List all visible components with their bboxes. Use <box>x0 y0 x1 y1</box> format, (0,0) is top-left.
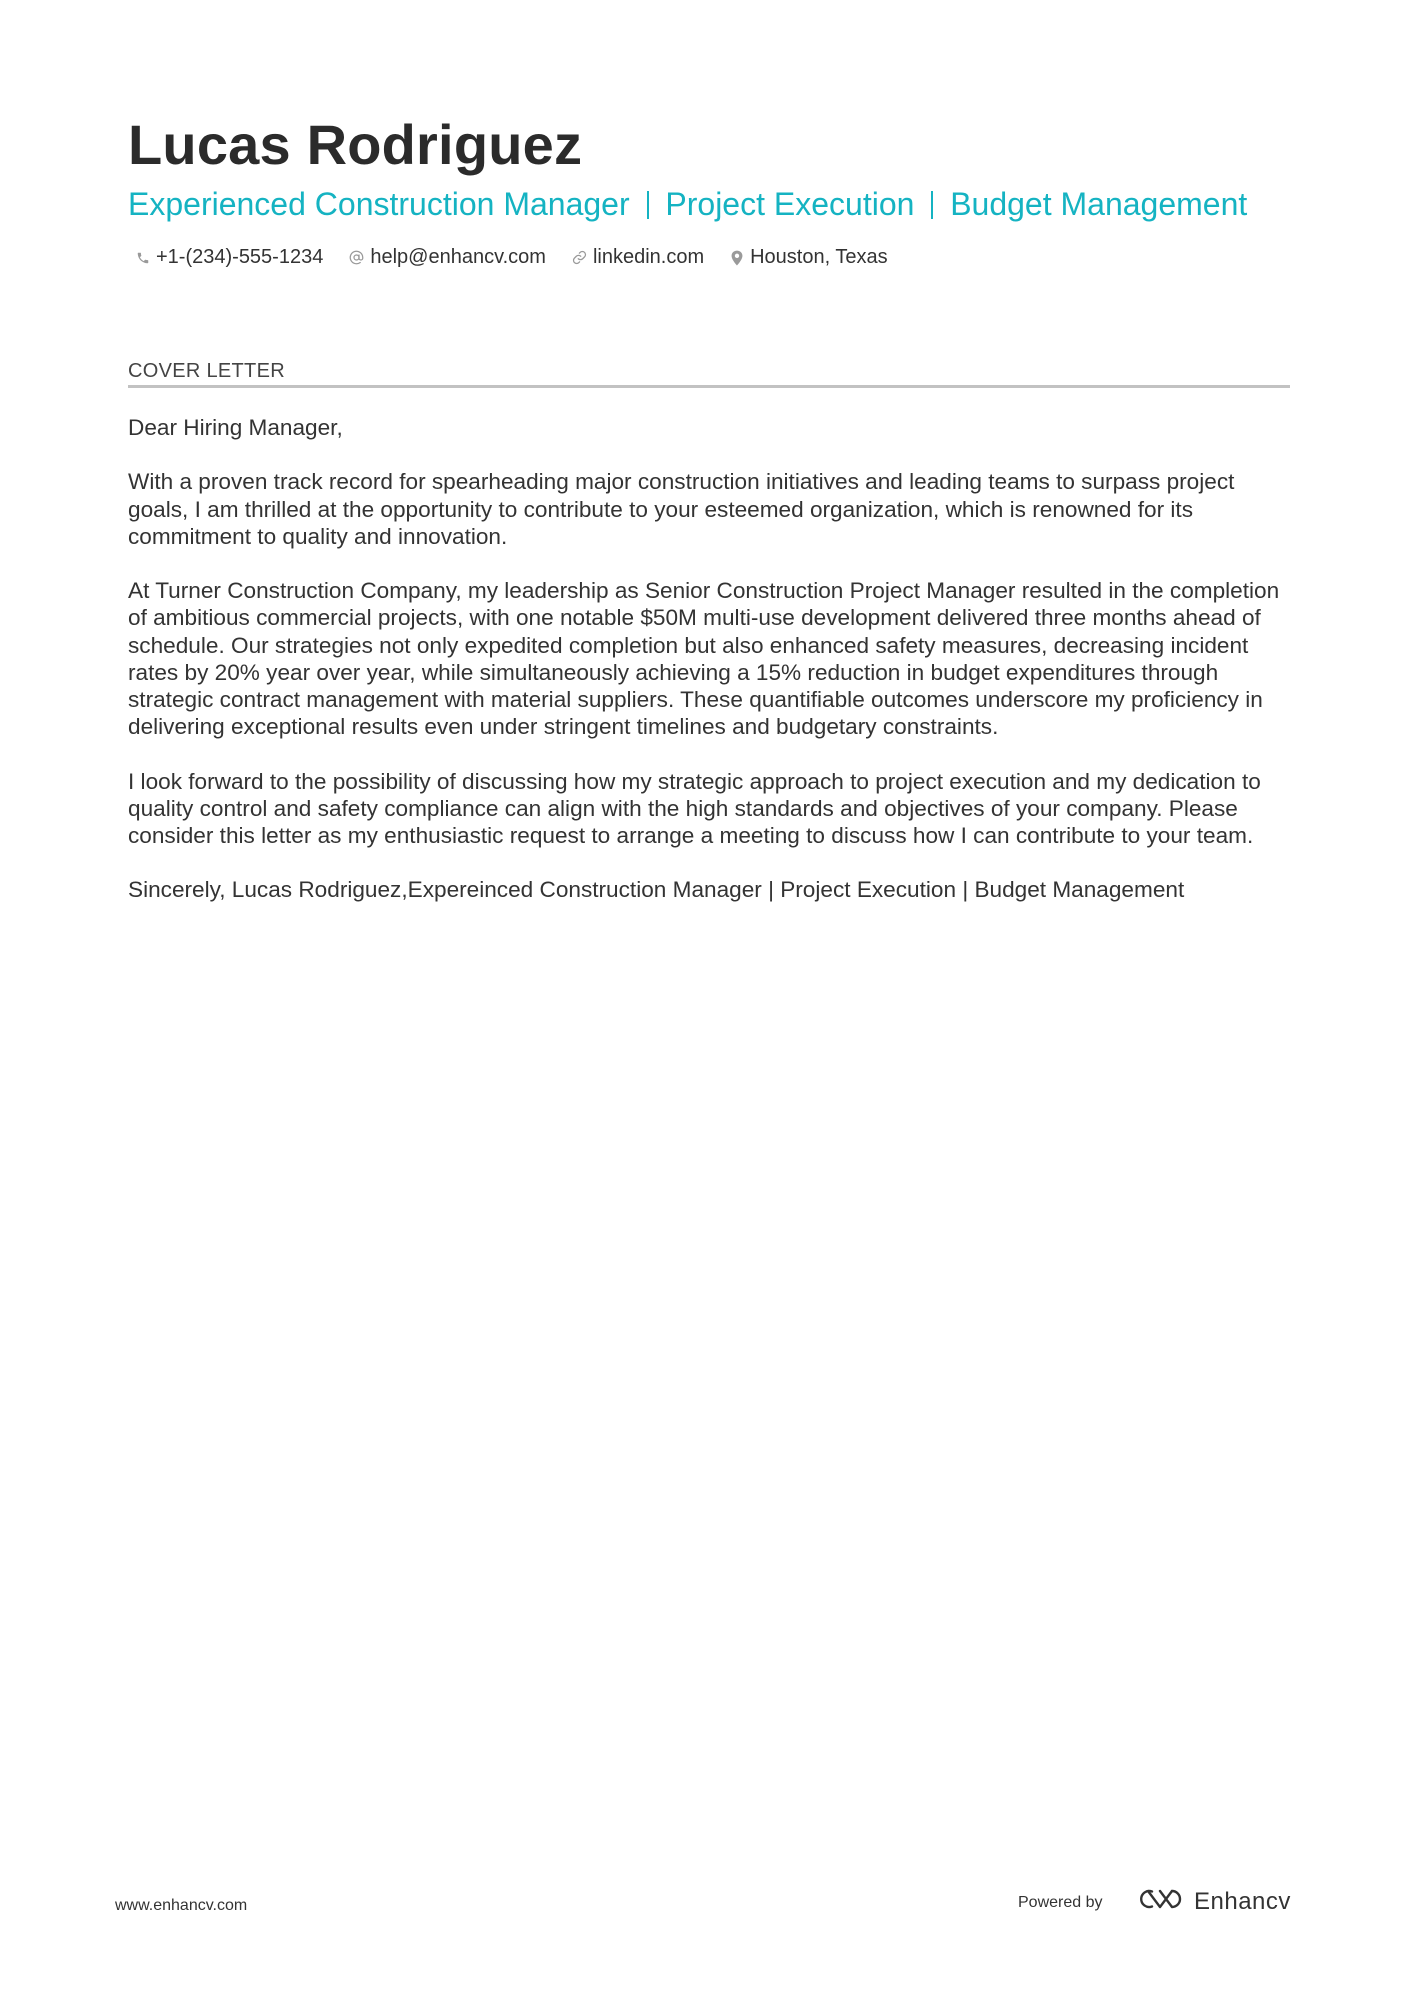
headline-separator <box>931 191 933 219</box>
footer-website[interactable]: www.enhancv.com <box>115 1897 248 1914</box>
phone-icon <box>136 251 150 265</box>
location-pin-icon <box>730 250 744 266</box>
contact-phone[interactable] <box>136 246 323 269</box>
contact-email[interactable] <box>349 246 546 269</box>
headline-part: Budget Management <box>950 186 1248 222</box>
letter-body <box>128 414 1293 931</box>
website-link: linkedin.com <box>592 246 705 268</box>
email-address: help@enhancv.com <box>370 246 546 268</box>
headline <box>128 186 1247 223</box>
letter-closing: Sincerely, Lucas Rodriguez,Expereinced Construction Manager | Project Execution | Budget Management <box>128 877 1185 903</box>
contact-location <box>730 246 888 269</box>
powered-by-label: Powered by <box>1018 1894 1103 1911</box>
headline-part: Experienced Construction Manager <box>128 186 630 222</box>
link-icon <box>572 250 587 265</box>
letter-paragraph: At Turner Construction Company, my leadership as Senior Construction Project Manager resulted in the completion of ambitious commercial projects, with one notable $50M multi-use development delivered three months ahead of schedule. Our strategies not only expedited completion but also enhanced safety measures, decreasing incident rates by 20% year over year, while simultaneously achieving a 15% reduction in budget expenditures through strategic contract management with material suppliers. These quantifiable outcomes underscore my proficiency in delivering exceptional results even under stringent timelines and budgetary constraints. <box>128 578 1280 740</box>
at-icon <box>349 250 364 265</box>
phone-number: +1-(234)-555-1234 <box>156 246 324 268</box>
contact-bar <box>136 246 888 269</box>
location-text: Houston, Texas <box>750 246 888 268</box>
letter-paragraph: With a proven track record for spearheading major construction initiatives and leading teams to surpass project goals, I am thrilled at the opportunity to contribute to your esteemed organization, which is renowned for its commitment to quality and innovation. <box>128 469 1235 549</box>
section-title: COVER LETTER <box>128 360 285 382</box>
section-divider <box>128 385 1290 388</box>
brand-logo[interactable] <box>1138 1886 1291 1917</box>
letter-paragraph: I look forward to the possibility of discussing how my strategic approach to project execution and my dedication to quality control and safety compliance can align with the high standards and objectives of your company. Please consider this letter as my enthusiastic request to arrange a meeting to discuss how I can contribute to your team. <box>128 768 1261 848</box>
headline-separator <box>647 191 649 219</box>
letter-greeting: Dear Hiring Manager, <box>128 415 343 440</box>
enhancv-logo-icon <box>1138 1886 1186 1917</box>
headline-part: Project Execution <box>665 186 915 222</box>
contact-website[interactable] <box>572 246 704 269</box>
brand-name: Enhancv <box>1194 1887 1291 1915</box>
applicant-name: Lucas Rodriguez <box>128 113 583 176</box>
